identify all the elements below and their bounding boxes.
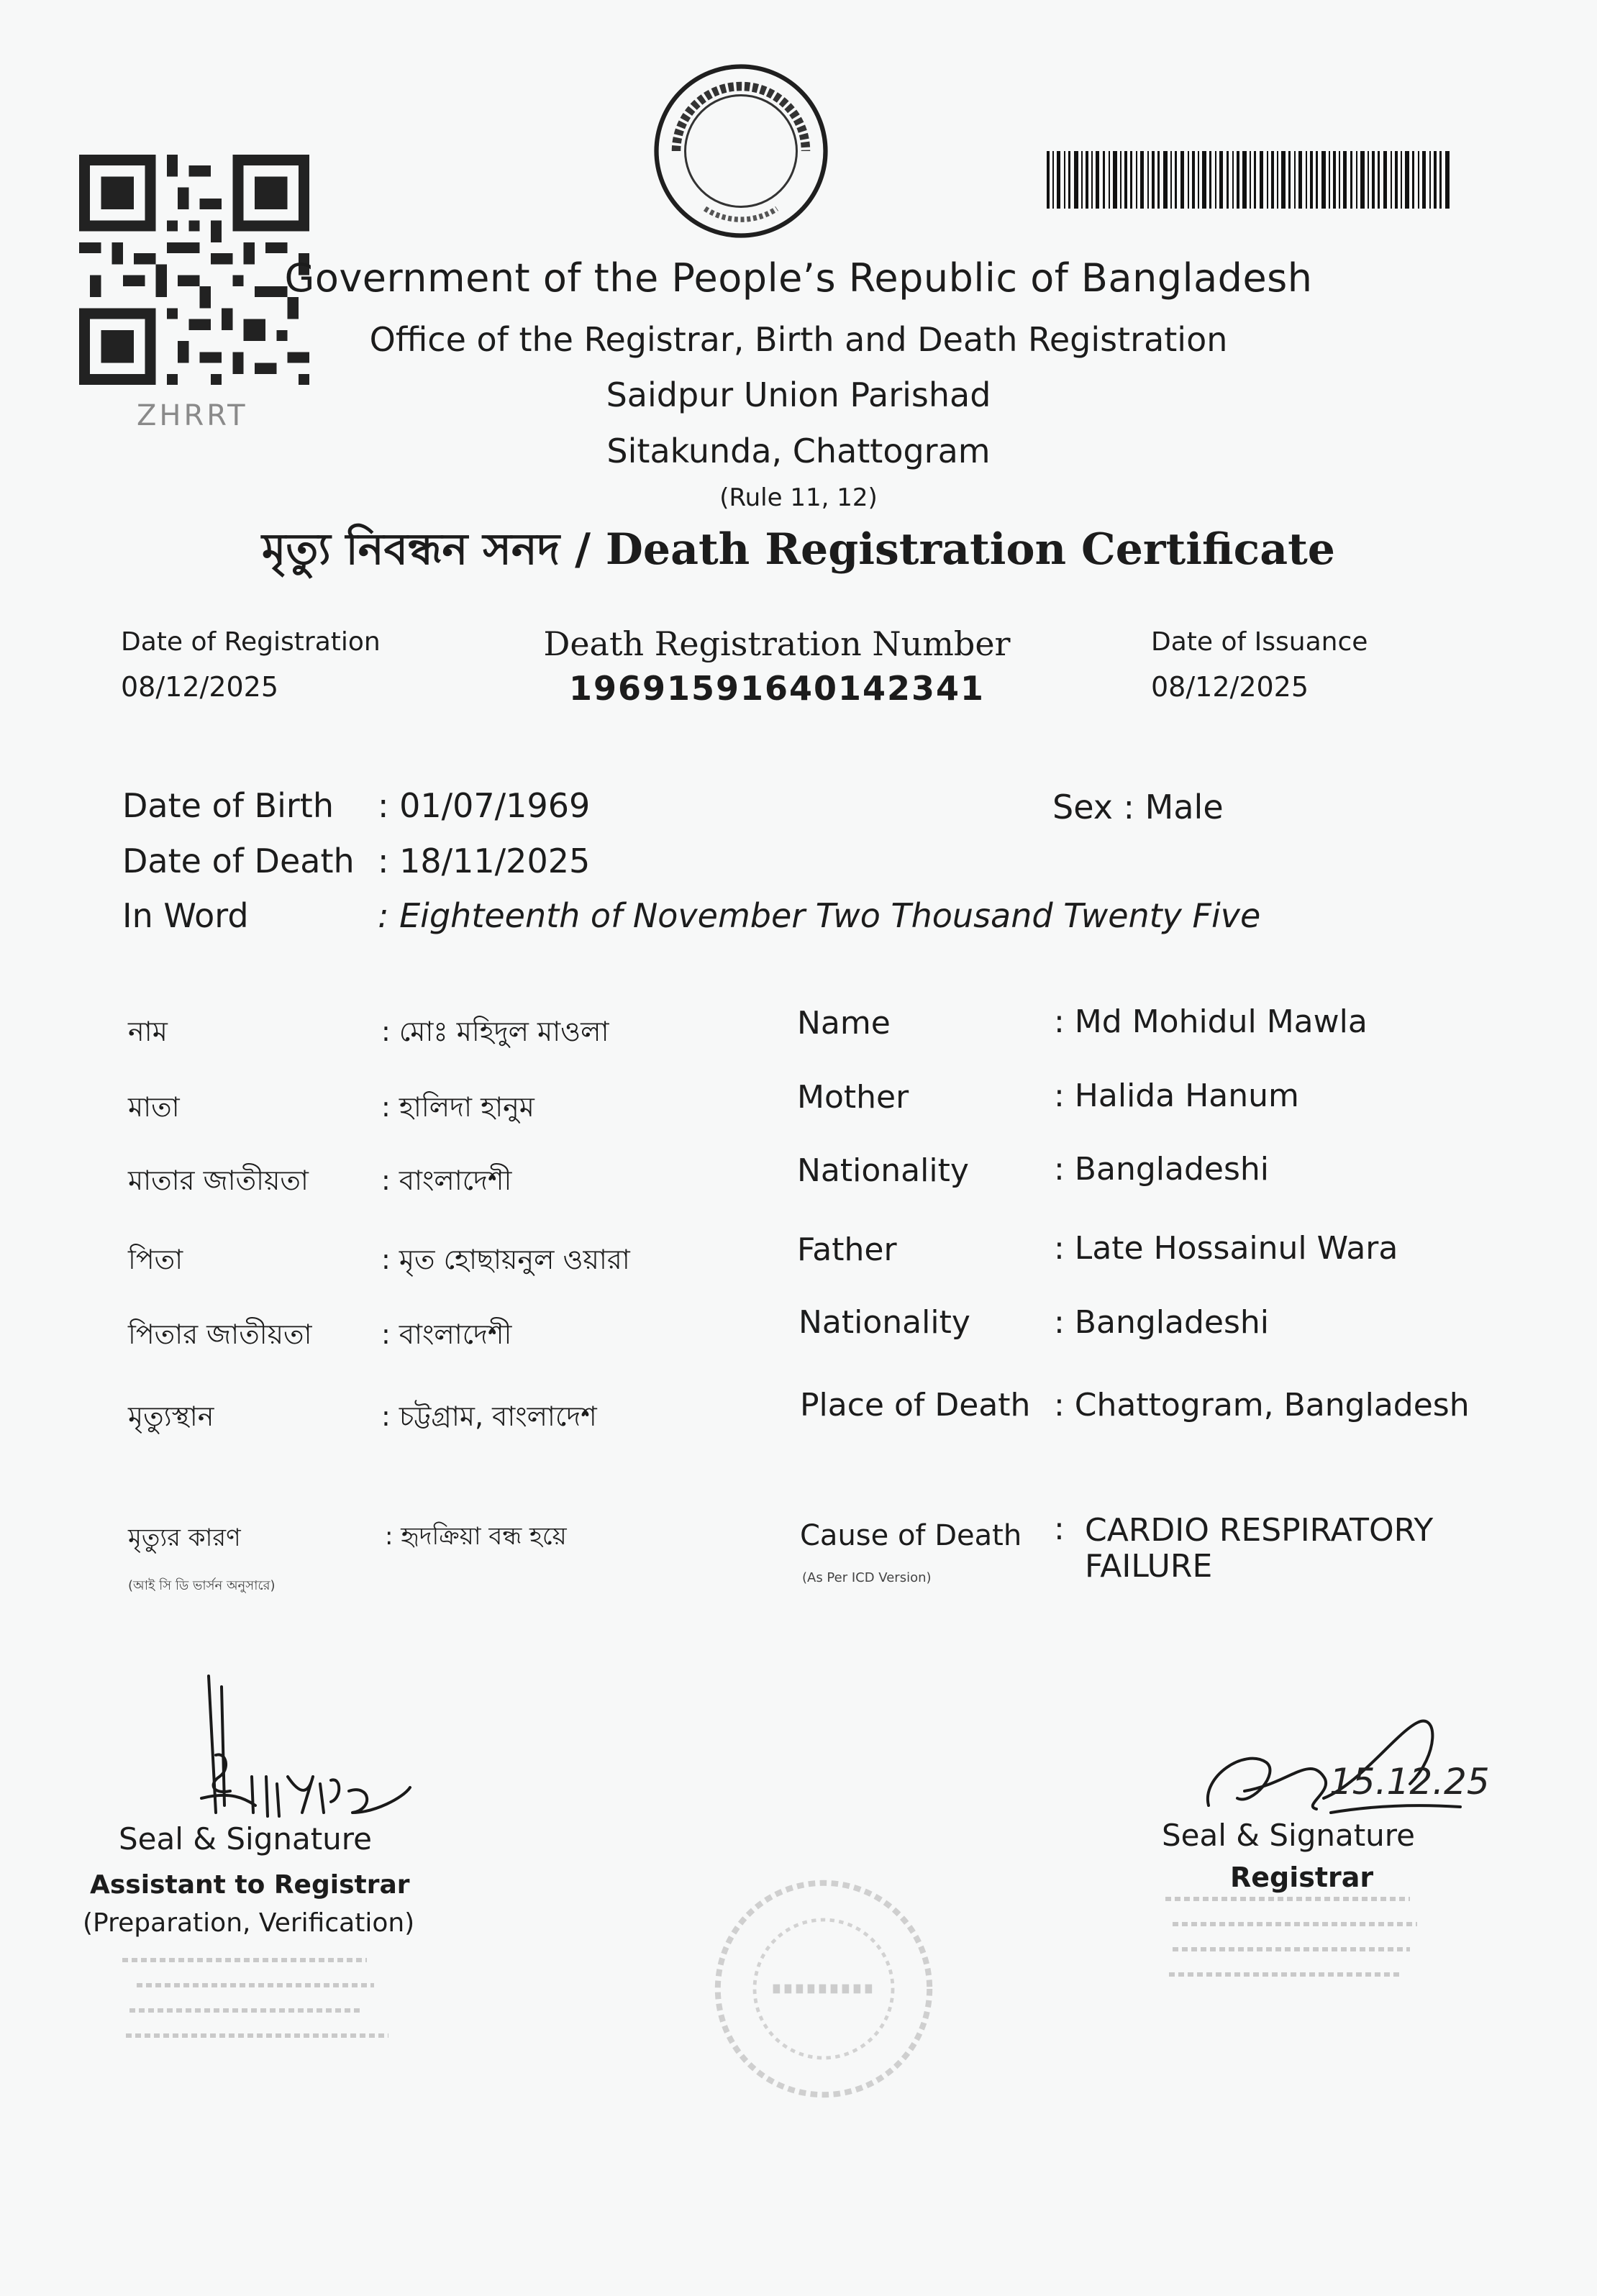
bn-name-value: : মোঃ মহিদুল মাওলা xyxy=(381,1016,609,1047)
name-value: : Md Mohidul Mawla xyxy=(1054,1003,1368,1040)
date-of-issuance-value: 08/12/2025 xyxy=(1151,671,1309,703)
bn-father-nationality-label: পিতার জাতীয়তা xyxy=(128,1318,312,1350)
sex-value: Sex : Male xyxy=(1052,788,1224,826)
bn-mother-nationality-label: মাতার জাতীয়তা xyxy=(128,1165,309,1196)
bn-mother-nationality-value: : বাংলাদেশী xyxy=(381,1165,512,1196)
bn-mother-value: : হালিদা হানুম xyxy=(381,1091,534,1123)
bn-cause-of-death-value: : হৃদক্রিয়া বন্ধ হয়ে xyxy=(385,1522,567,1551)
date-of-birth-label: Date of Birth xyxy=(122,786,334,825)
father-nationality-label: Nationality xyxy=(798,1304,970,1341)
date-of-death-value: : 18/11/2025 xyxy=(378,842,591,880)
in-word-label: In Word xyxy=(122,896,249,935)
cause-of-death-label: Cause of Death xyxy=(800,1519,1022,1552)
rule-text: (Rule 11, 12) xyxy=(719,483,878,512)
father-label: Father xyxy=(797,1231,897,1268)
certificate-title: মৃত্যু নিবন্ধন সনদ / Death Registration Certificate xyxy=(262,524,1335,575)
location-heading: Sitakunda, Chattogram xyxy=(606,432,991,470)
bn-father-label: পিতা xyxy=(128,1244,183,1275)
date-of-issuance-label: Date of Issuance xyxy=(1151,627,1368,657)
faded-round-seal xyxy=(709,1874,939,2104)
registrar-role: Registrar xyxy=(1230,1862,1374,1893)
cause-of-death-value-line2: FAILURE xyxy=(1085,1548,1213,1585)
bn-cause-note: (আই সি ডি ভার্সন অনুসারে) xyxy=(128,1578,276,1593)
mother-nationality-label: Nationality xyxy=(797,1152,969,1189)
country-heading: Government of the People’s Republic of Bangladesh xyxy=(284,255,1313,301)
bn-place-of-death-value: : চট্টগ্রাম, বাংলাদেশ xyxy=(381,1400,597,1432)
place-of-death-value: : Chattogram, Bangladesh xyxy=(1054,1387,1470,1423)
bn-father-nationality-value: : বাংলাদেশী xyxy=(381,1318,512,1350)
cause-of-death-value-line1: CARDIO RESPIRATORY xyxy=(1085,1512,1434,1549)
father-nationality-value: : Bangladeshi xyxy=(1054,1304,1269,1341)
date-of-death-label: Date of Death xyxy=(122,842,355,880)
registration-number-value: 19691591640142341 xyxy=(568,669,986,708)
in-word-value: : Eighteenth of November Two Thousand Twenty Five xyxy=(378,896,1261,935)
registration-number-label: Death Registration Number xyxy=(543,624,1011,663)
assistant-registrar-role: Assistant to Registrar xyxy=(90,1870,410,1900)
date-of-registration-value: 08/12/2025 xyxy=(121,671,279,703)
left-seal-signature-label: Seal & Signature xyxy=(119,1821,372,1857)
faded-stamp-right xyxy=(1151,1888,1424,1996)
mother-nationality-value: : Bangladeshi xyxy=(1054,1151,1269,1188)
bn-mother-label: মাতা xyxy=(128,1091,180,1123)
barcode xyxy=(1047,151,1453,209)
mother-value: : Halida Hanum xyxy=(1054,1078,1299,1114)
cause-of-death-colon: : xyxy=(1054,1511,1065,1547)
registrar-signature-date: 15.12.25 xyxy=(1329,1761,1490,1803)
union-heading: Saidpur Union Parishad xyxy=(606,375,991,414)
date-of-birth-value: : 01/07/1969 xyxy=(378,786,591,825)
father-value: : Late Hossainul Wara xyxy=(1054,1230,1398,1267)
bn-father-value: : মৃত হোছায়নুল ওয়ারা xyxy=(381,1244,630,1275)
qr-code-text: ZHRRT xyxy=(137,399,248,432)
bn-name-label: নাম xyxy=(128,1016,168,1047)
mother-label: Mother xyxy=(797,1079,909,1116)
place-of-death-label: Place of Death xyxy=(800,1387,1031,1423)
office-heading: Office of the Registrar, Birth and Death Registration xyxy=(369,320,1228,359)
right-seal-signature-label: Seal & Signature xyxy=(1162,1818,1415,1853)
cause-of-death-note: (As Per ICD Version) xyxy=(802,1570,932,1585)
bn-cause-of-death-label: মৃত্যুর কারণ xyxy=(128,1523,241,1552)
date-of-registration-label: Date of Registration xyxy=(121,627,381,657)
union-parishad-seal xyxy=(651,61,831,241)
faded-stamp-left xyxy=(108,1946,396,2054)
assistant-registrar-subtitle: (Preparation, Verification) xyxy=(83,1908,415,1938)
name-label: Name xyxy=(797,1005,891,1042)
bn-place-of-death-label: মৃত্যুস্থান xyxy=(128,1400,214,1432)
